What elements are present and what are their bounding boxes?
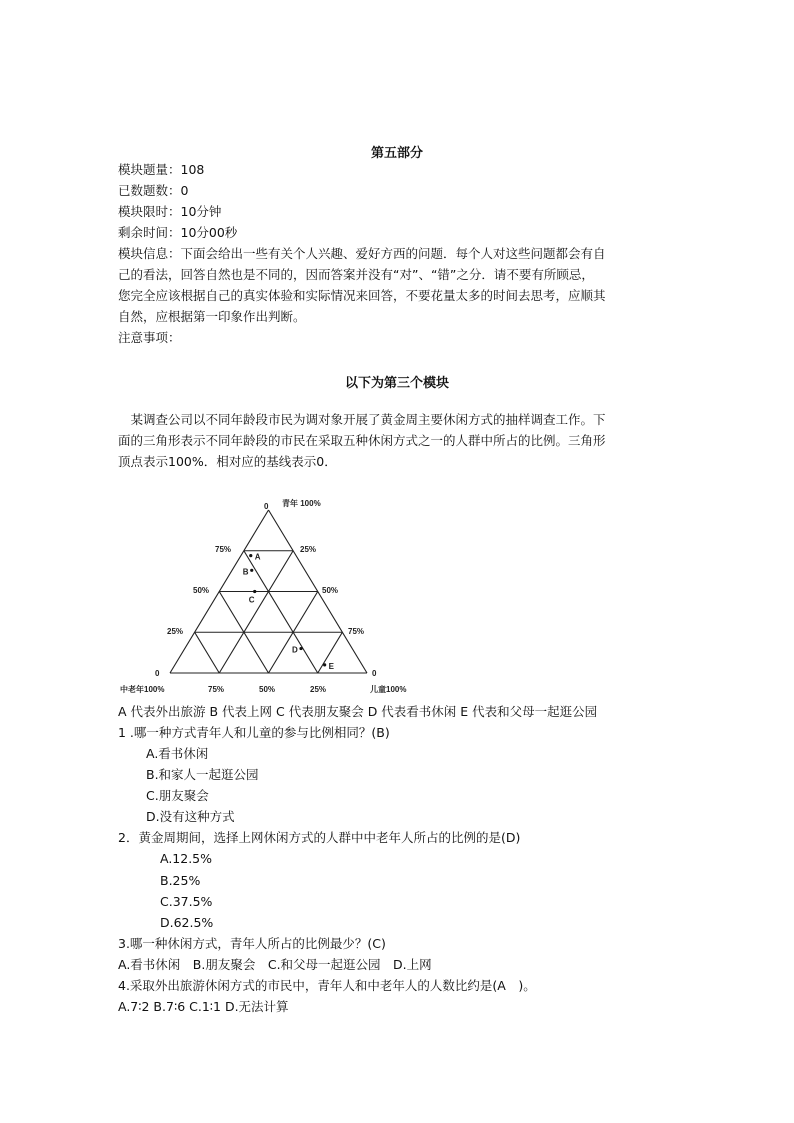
ternary-diagram (110, 490, 410, 700)
section-title: 以下为第三个模块 (344, 376, 449, 391)
left-tick: 25% (167, 627, 184, 636)
option: C.朋友聚会 (146, 788, 209, 803)
right-tick: 0 (372, 669, 377, 678)
point-label-C: C (248, 595, 255, 605)
module-info-line: 自然，应根据第一印象作出判断。 (118, 309, 306, 324)
axis-label-elderly: 中老年100% (120, 685, 165, 694)
axis-label-youth: 青年 100% (282, 499, 321, 508)
options-line: A.看书休闲 B.朋友聚会 C.和父母一起逛公园 D.上网 (118, 957, 432, 972)
option: B.25% (160, 873, 201, 888)
bottom-tick: 50% (259, 685, 276, 694)
right-tick: 75% (348, 627, 365, 636)
option: A.12.5% (160, 851, 213, 866)
grid-line (195, 632, 220, 673)
answered-count: 已数题数：0 (118, 183, 189, 198)
left-tick: 50% (193, 586, 210, 595)
time-remaining: 剩余时间：10分00秒 (118, 225, 238, 240)
left-tick: 75% (215, 545, 232, 554)
point-label-A: A (254, 552, 261, 562)
question-2: 2．黄金周期间，选择上网休闲方式的人群中中老年人所占的比例的是(D) (118, 830, 521, 845)
bottom-tick: 75% (208, 685, 225, 694)
point-A (249, 554, 252, 557)
point-D (299, 647, 302, 650)
notes-label: 注意事项： (118, 330, 181, 345)
grid-line (219, 551, 293, 673)
point-C (253, 590, 256, 593)
intro-line: 某调查公司以不同年龄段市民为调对象开展了黄金周主要休闲方式的抽样调查工作。下 (118, 412, 606, 427)
options-line: A.7∶2 B.7∶6 C.1∶1 D.无法计算 (118, 999, 289, 1014)
question-4: 4.采取外出旅游休闲方式的市民中，青年人和中老年人的人数比约是(A )。 (118, 978, 536, 993)
bottom-tick: 25% (310, 685, 327, 694)
point-B (250, 569, 253, 572)
right-tick: 50% (322, 586, 339, 595)
grid-line (244, 551, 318, 673)
option: A.看书休闲 (146, 746, 209, 761)
intro-line: 顶点表示100%．相对应的基线表示0． (118, 454, 337, 469)
option: D.62.5% (160, 915, 214, 930)
time-limit: 模块限时：10分钟 (118, 204, 222, 219)
point-label-E: E (328, 661, 334, 671)
part-title: 第五部分 (370, 146, 423, 161)
module-info-line: 您完全应该根据自己的真实体验和实际情况来回答，不要花量太多的时间去思考，应顺其 (118, 288, 606, 303)
left-tick: 0 (155, 669, 160, 678)
option: B.和家人一起逛公园 (146, 767, 259, 782)
axis-label-child: 儿童100% (370, 685, 407, 694)
intro-line: 面的三角形表示不同年龄段的市民在采取五种休闲方式之一的人群中所占的比例。三角形 (118, 433, 606, 448)
question-3: 3.哪一种休闲方式，青年人所占的比例最少？(C) (118, 936, 386, 951)
legend-text: A 代表外出旅游 B 代表上网 C 代表朋友聚会 D 代表看书休闲 E 代表和父母一起逛公园 (118, 704, 598, 719)
option: C.37.5% (160, 894, 213, 909)
module-count: 模块题量：108 (118, 162, 205, 177)
module-info-line: 模块信息：下面会给出一些有关个人兴趣、爱好方西的问题．每个人对这些问题都会有自 (118, 246, 606, 261)
point-E (323, 663, 326, 666)
right-tick: 25% (300, 545, 317, 554)
point-label-D: D (292, 645, 298, 655)
question-1: 1 .哪一种方式青年人和儿童的参与比例相同？(B) (118, 725, 390, 740)
module-info-line: 己的看法，回答自然也是不同的，因而答案并没有“对”、“错”之分．请不要有所顾忌， (118, 267, 594, 282)
option: D.没有这种方式 (146, 809, 235, 824)
point-label-B: B (242, 567, 249, 577)
apex-tick: 0 (264, 502, 269, 511)
